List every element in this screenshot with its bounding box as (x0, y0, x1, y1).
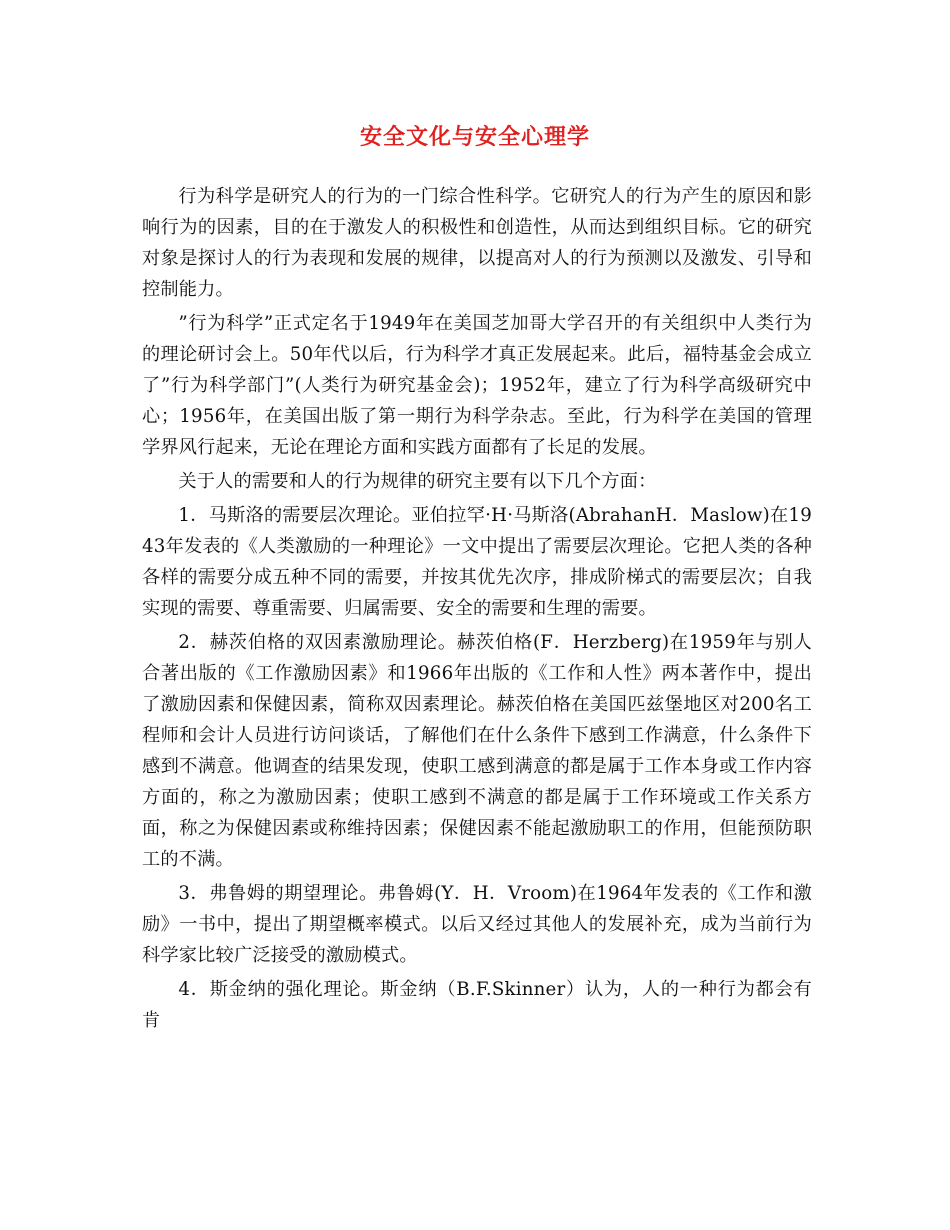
paragraph-intro: 行为科学是研究人的行为的一门综合性科学。它研究人的行为产生的原因和影响行为的因素，目的在于激发人的积极性和创造性，从而达到组织目标。它的研究对象是探讨人的行为表现和发展的规律，以提高对人的行为预测以及激发、引导和控制能力。 (142, 186, 812, 300)
document-body (142, 181, 812, 1036)
paragraph-vroom: 3．弗鲁姆的期望理论。弗鲁姆(Y．H．Vroom)在1964年发表的《工作和激励》一书中，提出了期望概率模式。以后又经过其他人的发展补充，成为当前行为科学家比较广泛接受的激励模式。 (142, 883, 812, 966)
document-title: 安全文化与安全心理学 (359, 124, 590, 150)
paragraph-maslow: 1．马斯洛的需要层次理论。亚伯拉罕·H·马斯洛(AbrahanH．Maslow)在1943年发表的《人类激励的一种理论》一文中提出了需要层次理论。它把人类的各种各样的需要分成五种不同的需要，并按其优先次序，排成阶梯式的需要层次；自我实现的需要、尊重需要、归属需要、安全的需要和生理的需要。 (142, 505, 812, 619)
paragraph-research-overview: 关于人的需要和人的行为规律的研究主要有以下几个方面： (178, 471, 657, 492)
paragraph-herzberg: 2．赫茨伯格的双因素激励理论。赫茨伯格(F．Herzberg)在1959年与别人合著出版的《工作激励因素》和1966年出版的《工作和人性》两本著作中，提出了激励因素和保健因素，简称双因素理论。赫茨伯格在美国匹兹堡地区对200名工程师和会计人员进行访问谈话，了解他们在什么条件下感到工作满意，什么条件下感到不满意。他调查的结果发现，使职工感到满意的都是属于工作本身或工作内容方面的，称之为激励因素；使职工感到不满意的都是属于工作环境或工作关系方面，称之为保健因素或称维持因素；保健因素不能起激励职工的作用，但能预防职工的不满。 (142, 632, 812, 870)
paragraph-history: ”行为科学”正式定名于1949年在美国芝加哥大学召开的有关组织中人类行为的理论研讨会上。50年代以后，行为科学才真正发展起来。此后，福特基金会成立了”行为科学部门”(人类行为研究基金会)；1952年，建立了行为科学高级研究中心；1956年，在美国出版了第一期行为科学杂志。至此，行为科学在美国的管理学界风行起来，无论在理论方面和实践方面都有了长足的发展。 (142, 313, 812, 458)
paragraph-skinner: 4．斯金纳的强化理论。斯金纳（B.F.Skinner）认为，人的一种行为都会有肯 (142, 979, 812, 1031)
